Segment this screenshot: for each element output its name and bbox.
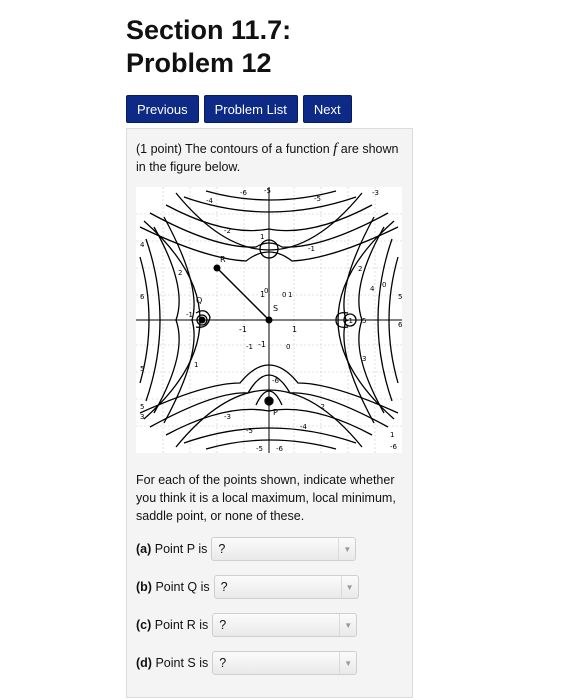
next-button[interactable]: Next <box>303 95 352 123</box>
contour-value-label: 5 <box>140 403 145 411</box>
contour-value-label: -2 <box>224 227 231 235</box>
contour-value-label: -4 <box>206 197 213 205</box>
chevron-down-icon: ▼ <box>339 652 356 674</box>
contour-value-label: 1 <box>288 291 293 299</box>
question-a-label: (a) Point P is <box>136 542 208 556</box>
previous-button[interactable]: Previous <box>126 95 199 123</box>
contour-value-label: -3 <box>224 413 231 421</box>
question-d-select[interactable] <box>212 651 357 675</box>
question-b-select[interactable] <box>214 575 359 599</box>
contour-value-label: -6 <box>272 377 279 385</box>
point-p-marker <box>266 398 273 405</box>
point-q-marker <box>199 317 206 324</box>
problem-nav <box>126 95 352 123</box>
question-b-row <box>136 575 359 599</box>
contour-value-label: -4 <box>300 423 307 431</box>
point-p-label: P <box>273 408 278 417</box>
question-d-row <box>136 651 357 675</box>
problem-prompt <box>136 140 401 176</box>
page-title-line2: Problem 12 <box>126 48 272 78</box>
page-title <box>126 14 426 80</box>
contour-value-label: 0 <box>264 287 269 295</box>
point-r-marker <box>214 265 221 272</box>
question-a-select[interactable] <box>211 537 356 561</box>
contour-value-label: 0 <box>282 291 287 299</box>
contour-value-label: -5 <box>314 195 321 203</box>
contour-value-label: 1 <box>260 233 265 241</box>
chevron-down-icon: ▼ <box>339 614 356 636</box>
contour-value-label: -6 <box>276 445 283 453</box>
x-tick-pos1: 1 <box>292 325 298 334</box>
question-c-label: (c) Point R is <box>136 618 209 632</box>
contour-value-label: -6 <box>240 189 247 197</box>
prompt-text-before: The contours of a function <box>185 142 330 156</box>
contour-value-label: 5 <box>398 293 403 301</box>
contour-value-label: -1 <box>246 343 253 351</box>
contour-value-label: -5 <box>246 427 253 435</box>
contour-value-label: 4 <box>370 285 375 293</box>
contour-value-label: 6 <box>398 321 403 329</box>
question-c-row <box>136 613 357 637</box>
question-a-row <box>136 537 356 561</box>
question-d-label: (d) Point S is <box>136 656 209 670</box>
contour-value-label: 1 <box>390 431 395 439</box>
chevron-down-icon: ▼ <box>338 538 355 560</box>
chevron-down-icon: ▼ <box>341 576 358 598</box>
question-b-value: ? <box>220 580 228 594</box>
question-a-value: ? <box>218 542 226 556</box>
contour-value-label: -1 <box>308 245 315 253</box>
contour-plot <box>136 187 402 453</box>
function-symbol: f <box>333 141 338 157</box>
page-title-line1: Section 11.7: <box>126 15 292 45</box>
contour-value-label: -5 <box>256 445 263 453</box>
contour-value-label: -1 <box>186 311 193 319</box>
contour-value-label: 0 <box>382 281 387 289</box>
instructions-text: For each of the points shown, indicate whether you think it is a local maximum, local minimum, saddle point, or none of these. <box>136 473 396 523</box>
contour-value-label: 5 <box>362 317 367 325</box>
points-label: (1 point) <box>136 142 182 156</box>
contour-value-label: -2 <box>318 403 325 411</box>
contour-value-label: -5 <box>264 187 271 195</box>
contour-value-label: 5 <box>140 365 145 373</box>
y-tick-neg1: -1 <box>258 340 266 349</box>
point-q-label: Q <box>196 296 203 305</box>
x-tick-neg1: -1 <box>239 325 247 334</box>
point-r-label: R <box>220 255 226 264</box>
question-c-select[interactable] <box>212 613 357 637</box>
question-b-label: (b) Point Q is <box>136 580 210 594</box>
contour-value-label: 2 <box>358 265 363 273</box>
question-d-value: ? <box>219 656 227 670</box>
contour-value-label: 0 <box>286 343 291 351</box>
contour-value-label: 4 <box>140 241 145 249</box>
point-s-label: S <box>273 304 279 313</box>
contour-value-label: -1 <box>346 317 353 325</box>
question-c-value: ? <box>219 618 227 632</box>
point-s-marker <box>266 317 273 324</box>
contour-value-label: 3 <box>362 355 367 363</box>
contour-value-label: 1 <box>194 361 199 369</box>
y-tick-pos1: 1 <box>260 290 266 299</box>
contour-value-label: 2 <box>178 269 183 277</box>
problem-list-button[interactable]: Problem List <box>204 95 298 123</box>
contour-value-label: -3 <box>372 189 379 197</box>
contour-value-label: -6 <box>390 443 397 451</box>
problem-panel <box>126 128 413 698</box>
prompt-text-after: are shown in the figure below. <box>136 142 399 174</box>
contour-value-label: 3 <box>140 413 145 421</box>
contour-value-label: 6 <box>140 293 145 301</box>
